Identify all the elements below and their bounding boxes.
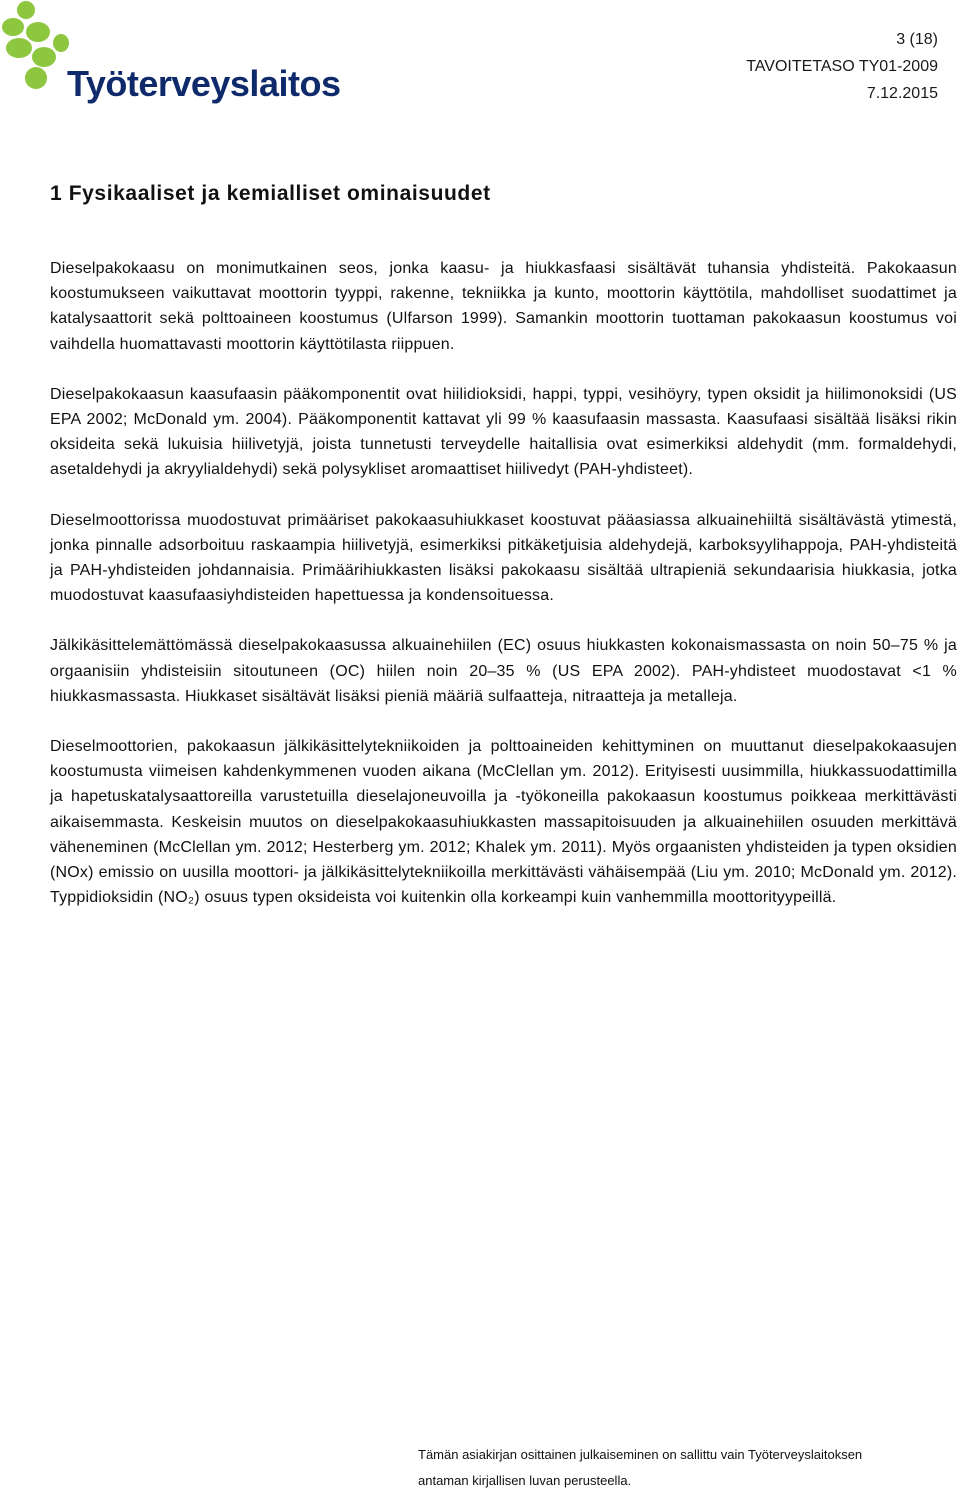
paragraph: Dieselmoottorissa muodostuvat primääriset pakokaasuhiukkaset koostuvat pääasiassa alkuainehiiltä sisältävästä ytimestä, jonka pinnalle adsorboituu raskaampia hiilivetyjä, esimerkiksi pitkäketjuisia aldehydejä, karboksyylihappoja, PAH-yhdisteitä ja PAH-yhdisteiden johdannaisia. Primäärihiukkasten lisäksi pakokaasu sisältää ultrapieniä sekundaarisia hiukkasia, jotka muodostuvat kaasufaasiyhdisteiden hapettuessa ja kondensoituessa. [50, 511, 957, 605]
document-date: 7.12.2015 [866, 85, 938, 102]
logo-wordmark: Työterveyslaitos [67, 63, 341, 104]
paragraph: Dieselpakokaasun kaasufaasin pääkomponentit ovat hiilidioksidi, happi, typpi, vesihöyry, typen oksidit ja hiilimonoksidi (US EPA 2002; McDonald ym. 2004). Pääkomponentit kattavat yli 99 % kaasufaasin massasta. Kaasufaasi sisältää lisäksi rikin oksideita sekä lukuisia hiilivetyjä, joista tunnetusti terveydelle haitallisia ovat esimerkiksi aldehydit (mm. formaldehydi, asetaldehydi ja akryylialdehydi) sekä polysykliset aromaattiset hiilivedyt (PAH-yhdisteet). [50, 385, 957, 479]
page-footer [418, 1442, 862, 1494]
section-heading: 1 Fysikaaliset ja kemialliset ominaisuudet [50, 182, 491, 205]
section-body [50, 256, 957, 935]
ttl-logo [0, 0, 341, 112]
paragraph: Dieselpakokaasu on monimutkainen seos, jonka kaasu- ja hiukkasfaasi sisältävät tuhansia yhdisteitä. Pakokaasun koostumukseen vaikuttavat moottorin tyyppi, rakenne, tekniikka ja kunto, moottorin käyttötila, mahdolliset suodattimet ja katalysaattorit sekä polttoaineen koostumus (Ulfarson 1999). Samankin moottorin tuottaman pakokaasun koostumus voi vaihdella huomattavasti moottorin käyttötilasta riippuen. [50, 260, 957, 353]
document-code: TAVOITETASO TY01-2009 [746, 58, 938, 75]
paragraph: Jälkikäsittelemättömässä dieselpakokaasussa alkuainehiilen (EC) osuus hiukkasten kokonaismassasta on noin 50–75 % ja orgaanisiin yhdisteisiin sitoutuneen (OC) hiilen noin 20–35 % (US EPA 2002). PAH-yhdisteet muodostavat <1 % hiukkasmassasta. Hiukkaset sisältävät lisäksi pieniä määriä sulfaatteja, nitraatteja ja metalleja. [50, 637, 957, 705]
footer-line: antaman kirjallisen luvan perusteella. [418, 1473, 632, 1488]
document-header-info [746, 26, 938, 107]
page-number: 3 (18) [896, 31, 938, 48]
footer-line: Tämän asiakirjan osittainen julkaiseminen on sallittu vain Työterveyslaitoksen [418, 1447, 863, 1462]
paragraph: Dieselmoottorien, pakokaasun jälkikäsittelytekniikoiden ja polttoaineiden kehittyminen on muuttanut dieselpakokaasujen koostumusta viimeisen kahdenkymmenen vuoden aikana (McClellan ym. 2012). Erityisesti uusimmilla, hiukkassuodattimilla ja hapetuskatalysaattoreilla varustetuilla dieselajoneuvoilla ja -työkoneilla pakokaasun koostumus poikkeaa merkittävästi aikaisemmasta. Keskeisin muutos on dieselpakokaasuhiukkasten massapitoisuuden ja alkuainehiilen osuuden merkittävä väheneminen (McClellan ym. 2012; Hesterberg ym. 2012; Khalek ym. 2011). Myös orgaanisten yhdisteiden ja typen oksidien (NOx) emissio on uusilla moottori- ja jälkikäsittelytekniikoilla merkittävästi vähäisempää (Liu ym. 2010; McDonald ym. 2012). Typpidioksidin (NO₂) osuus typen oksideista voi kuitenkin olla korkeampi kuin vanhemmilla moottorityypeillä. [50, 738, 957, 907]
